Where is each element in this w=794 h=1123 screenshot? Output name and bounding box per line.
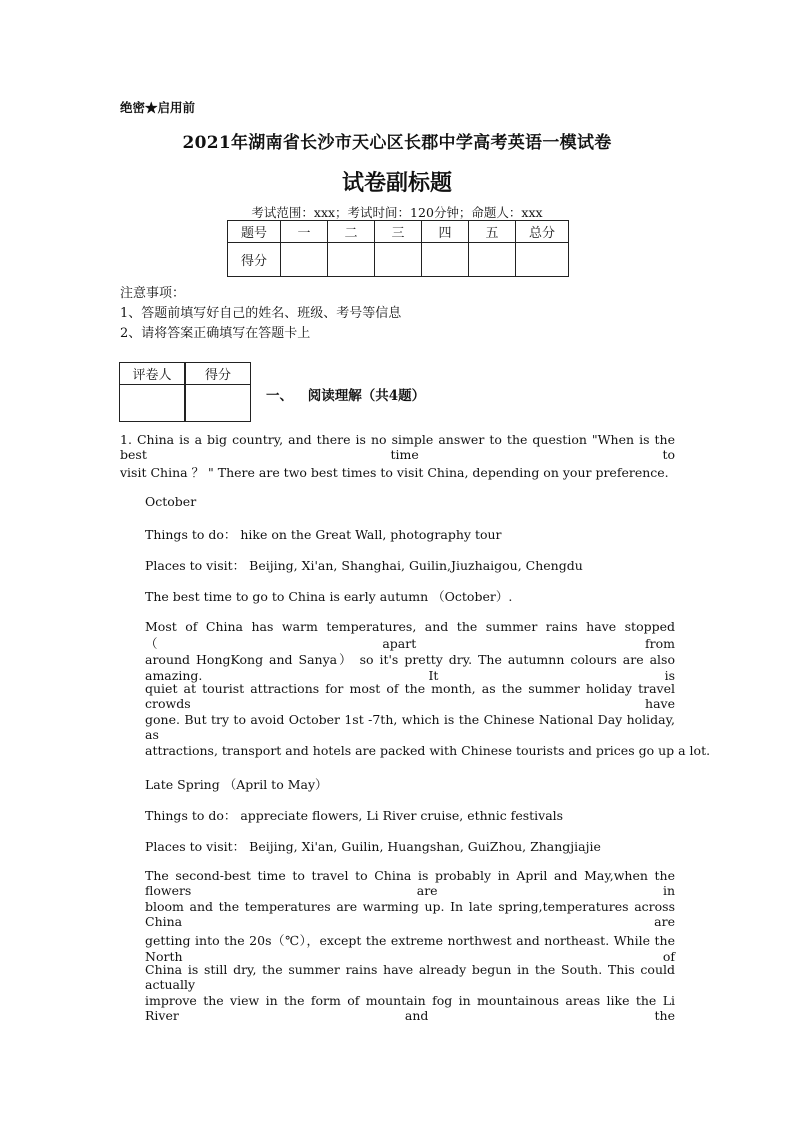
score-header-cell: 题号 — [228, 221, 281, 243]
grader-cell[interactable] — [185, 385, 251, 422]
grader-header-cell: 得分 — [185, 363, 251, 385]
section-title: 阅读理解（共4题） — [307, 388, 426, 404]
score-header-cell: 五 — [469, 221, 516, 243]
body-line: gone. But try to avoid October 1st -7th, which is the Chinese National Day holiday, as — [145, 712, 675, 742]
body-line: China is still dry, the summer rains have already begun in the South. This could actually — [145, 962, 675, 992]
score-table — [227, 220, 569, 277]
body-line: quiet at tourist attractions for most of the month, as the summer holiday travel crowds have — [145, 681, 675, 711]
body-line: Most of China has warm temperatures, and the summer rains have stopped （apart from — [145, 619, 675, 651]
score-cell[interactable] — [328, 243, 375, 277]
grader-cell[interactable] — [120, 385, 186, 422]
section-number: 一、 — [266, 388, 293, 404]
body-line: October — [145, 494, 197, 509]
body-line: 1. China is a big country, and there is no simple answer to the question "When is the best time to — [120, 432, 675, 462]
body-line: Late Spring （April to May） — [145, 777, 328, 792]
exam-subtitle: 试卷副标题 — [341, 170, 452, 196]
body-line: getting into the 20s（℃），except the extreme northwest and northeast. While the North of — [145, 933, 675, 964]
body-line: improve the view in the form of mountain fog in mountainous areas like the Li River and the — [145, 993, 675, 1023]
body-line: visit China ？ " There are two best times to visit China, depending on your preference. — [120, 465, 669, 480]
score-header-cell: 二 — [328, 221, 375, 243]
notice-heading: 注意事项： — [120, 286, 186, 301]
score-header-cell: 三 — [375, 221, 422, 243]
score-cell[interactable] — [422, 243, 469, 277]
score-row-label: 得分 — [228, 243, 281, 277]
exam-title: 2021年湖南省长沙市天心区长郡中学高考英语一模试卷 — [182, 133, 612, 153]
body-line: The second-best time to travel to China is probably in April and May,when the flowers are in — [145, 868, 675, 898]
score-cell[interactable] — [469, 243, 516, 277]
body-line: The best time to go to China is early autumn （October）. — [145, 589, 513, 604]
score-header-cell: 总分 — [516, 221, 569, 243]
notice-item: 2、请将答案正确填写在答题卡上 — [120, 326, 311, 341]
confidential-label: 绝密★启用前 — [120, 100, 196, 115]
grader-header-cell: 评卷人 — [120, 363, 186, 385]
score-header-cell: 一 — [281, 221, 328, 243]
body-line: Places to visit： Beijing, Xi'an, Shanghai, Guilin,Jiuzhaigou, Chengdu — [145, 558, 583, 573]
body-line: around HongKong and Sanya） so it's pretty dry. The autumnn colours are also amazing. It is — [145, 652, 675, 683]
body-line: Things to do： hike on the Great Wall, photography tour — [145, 527, 502, 542]
grader-table — [119, 362, 251, 422]
score-header-cell: 四 — [422, 221, 469, 243]
body-line: Things to do： appreciate flowers, Li River cruise, ethnic festivals — [145, 808, 564, 823]
score-cell[interactable] — [375, 243, 422, 277]
score-cell[interactable] — [516, 243, 569, 277]
body-line: Places to visit： Beijing, Xi'an, Guilin, Huangshan, GuiZhou, Zhangjiajie — [145, 839, 601, 854]
exam-meta: 考试范围：xxx；考试时间：120分钟；命题人：xxx — [251, 205, 543, 220]
notice-item: 1、答题前填写好自己的姓名、班级、考号等信息 — [120, 306, 402, 321]
body-line: bloom and the temperatures are warming up. In late spring,temperatures across China are — [145, 899, 675, 929]
section-heading — [266, 384, 425, 404]
body-line: attractions, transport and hotels are packed with Chinese tourists and prices go up a lot. — [145, 743, 711, 758]
score-cell[interactable] — [281, 243, 328, 277]
